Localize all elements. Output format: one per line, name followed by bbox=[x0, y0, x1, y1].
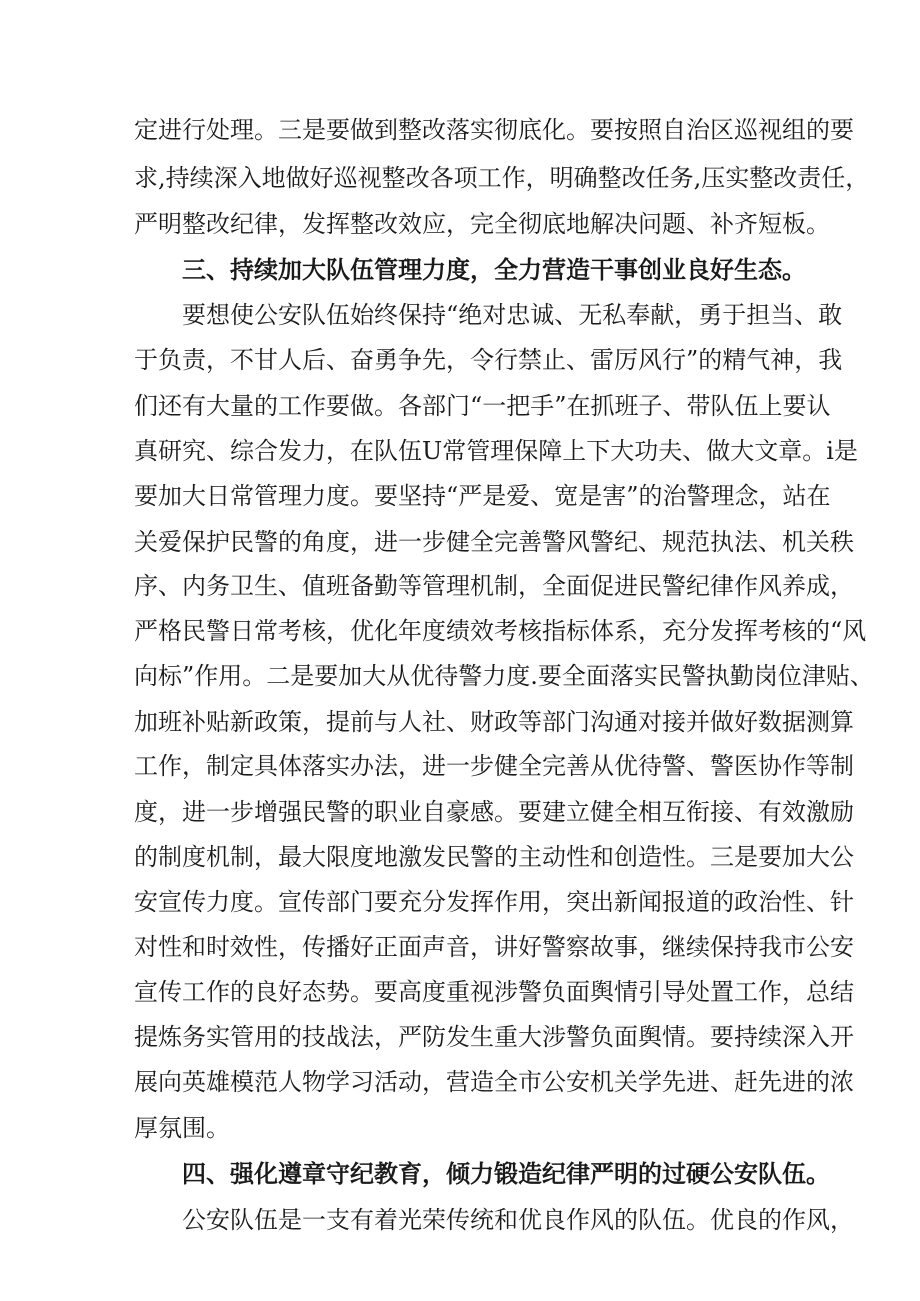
body-line-10: 关爱保护民警的角度，进一步健全完善警风警纪、规范执法、机关秩 bbox=[134, 528, 854, 556]
body-line-17: 的制度机制，最大限度地激发民警的主动性和创造性。三是要加大公 bbox=[134, 843, 854, 871]
section-heading-4: 四、强化遵章守纪教育，倾力锻造纪律严明的过硬公安队伍。 bbox=[182, 1160, 830, 1188]
body-line-1: 定进行处理。三是要做到整改落实彻底化。要按照自治区巡视组的要 bbox=[134, 116, 854, 144]
body-line-19: 对性和时效性，传播好正面声音，讲好警察故事，继续保持我市公安 bbox=[134, 933, 854, 961]
body-line-14: 加班补贴新政策，提前与人社、财政等部门沟通对接并做好数据测算 bbox=[134, 708, 854, 736]
body-line-21: 提炼务实管用的技战法，严防发生重大涉警负面舆情。要持续深入开 bbox=[134, 1023, 854, 1051]
body-line-13: 向标”作用。二是要加大从优待警力度.要全面落实民警执勤岗位津贴、 bbox=[134, 662, 874, 690]
body-line-25: 公安队伍是一支有着光荣传统和优良作风的队伍。优良的作风， bbox=[182, 1206, 854, 1234]
body-line-23: 厚氛围。 bbox=[134, 1114, 230, 1142]
body-line-5: 要想使公安队伍始终保持“绝对忠诚、无私奉献，勇于担当、敢 bbox=[182, 301, 843, 329]
section-heading-3: 三、持续加大队伍管理力度，全力营造干事创业良好生态。 bbox=[182, 256, 806, 284]
body-line-22: 展向英雄模范人物学习活动，营造全市公安机关学先进、赶先进的浓 bbox=[134, 1068, 854, 1096]
body-line-16: 度，进一步增强民警的职业自豪感。要建立健全相互衔接、有效激励 bbox=[134, 798, 854, 826]
body-line-6: 于负责，不甘人后、奋勇争先，令行禁止、雷厉风行”的精气神，我 bbox=[134, 346, 843, 374]
body-line-18: 安宣传力度。宣传部门要充分发挥作用，突出新闻报道的政治性、针 bbox=[134, 888, 854, 916]
body-line-8: 真研究、综合发力，在队伍U常管理保障上下大功夫、做大文章。i是 bbox=[134, 437, 858, 465]
body-line-3: 严明整改纪律，发挥整改效应，完全彻底地解决问题、补齐短板。 bbox=[134, 210, 830, 238]
body-line-2: 求,持续深入地做好巡视整改各项工作，明确整改任务,压实整改责任， bbox=[134, 164, 870, 192]
body-line-20: 宣传工作的良好态势。要高度重视涉警负面舆情引导处置工作，总结 bbox=[134, 978, 854, 1006]
body-line-9: 要加大日常管理力度。要坚持“严是爱、宽是害”的治警理念，站在 bbox=[134, 482, 831, 510]
body-line-15: 工作，制定具体落实办法，进一步健全完善从优待警、警医协作等制 bbox=[134, 752, 854, 780]
body-line-12: 严格民警日常考核，优化年度绩效考核指标体系，充分发挥考核的“风 bbox=[134, 617, 867, 645]
body-line-11: 序、内务卫生、值班备勤等管理机制，全面促进民警纪律作风养成， bbox=[134, 572, 854, 600]
body-line-7: 们还有大量的工作要做。各部门“一把手”在抓班子、带队伍上要认 bbox=[134, 392, 831, 420]
